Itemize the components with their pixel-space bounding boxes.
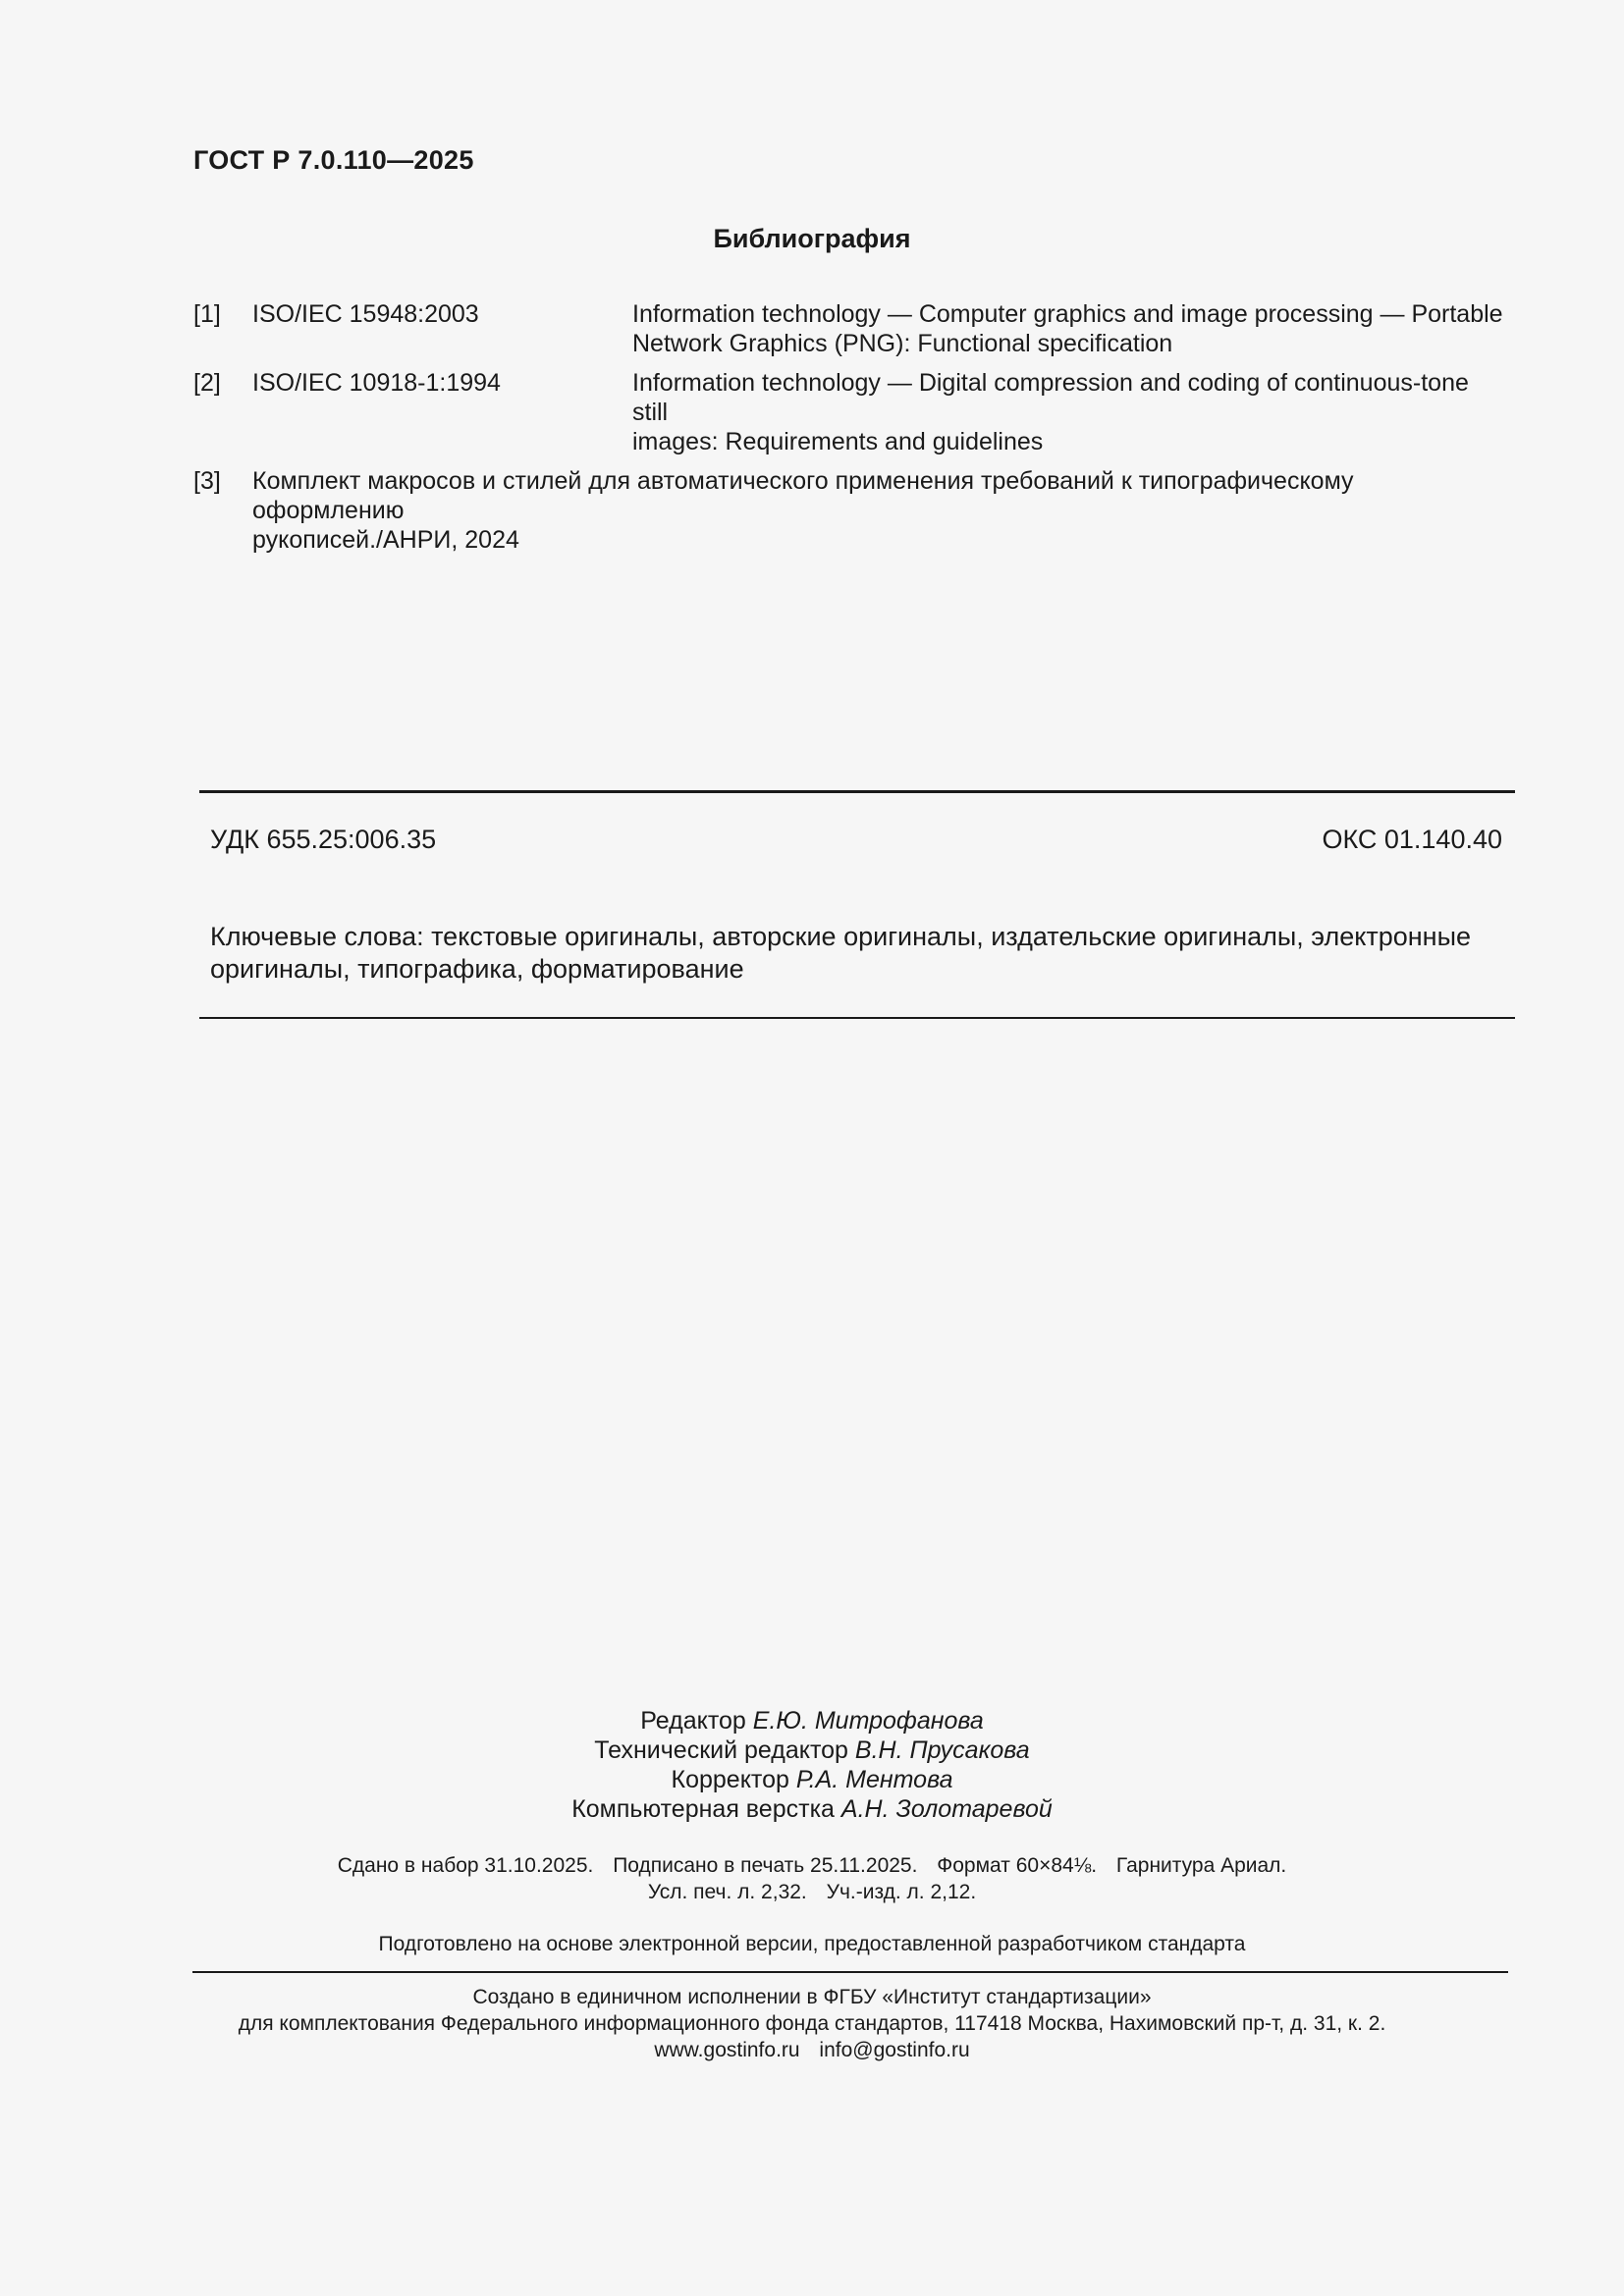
classification-bottom-rule <box>199 1017 1515 1019</box>
entry-number: [3] <box>193 467 221 495</box>
entry-description-line: images: Requirements and guidelines <box>632 428 1044 455</box>
credit-name: В.Н. Прусакова <box>854 1736 1030 1764</box>
credit-name: Е.Ю. Митрофанова <box>752 1707 984 1735</box>
bibliography-entry <box>193 299 1509 358</box>
entry-description-line: Information technology — Computer graphics and image processing — Portable <box>632 300 1503 328</box>
website-link[interactable]: www.gostinfo.ru <box>654 2039 800 2061</box>
signed-date: Подписано в печать 25.11.2025. <box>613 1854 918 1877</box>
credit-line <box>0 1794 1624 1824</box>
credit-role: Технический редактор <box>594 1736 848 1764</box>
bibliography-list <box>193 299 1509 564</box>
email-link[interactable]: info@gostinfo.ru <box>819 2039 970 2061</box>
typeface: Гарнитура Ариал. <box>1115 1854 1287 1877</box>
entry-number: [1] <box>193 300 221 328</box>
entry-description-line: Network Graphics (PNG): Functional specification <box>632 330 1173 357</box>
entry-description <box>632 368 1509 456</box>
document-code: ГОСТ Р 7.0.110—2025 <box>193 145 474 175</box>
entry-description <box>252 466 1509 555</box>
classification-top-rule <box>199 790 1515 793</box>
footer-rule <box>192 1971 1508 1973</box>
bibliography-title: Библиография <box>713 224 911 253</box>
credit-role: Компьютерная верстка <box>571 1795 835 1823</box>
entry-standard-code: ISO/IEC 10918-1:1994 <box>252 369 501 397</box>
entry-description-line: рукописей./АНРИ, 2024 <box>252 526 519 554</box>
keywords-line: Ключевые слова: текстовые оригиналы, авторские оригиналы, издательские оригиналы, электронные <box>210 922 1472 951</box>
footer-line: Создано в единичном исполнении в ФГБУ «Институт стандартизации» <box>472 1986 1152 2008</box>
publishing-sheets: Уч.-изд. л. 2,12. <box>826 1881 977 1903</box>
oks-code: ОКС 01.140.40 <box>1322 825 1502 854</box>
print-info-line <box>0 1852 1624 1879</box>
bibliography-entry <box>193 368 1509 456</box>
paper-format: Формат 60×84⅛. <box>937 1854 1098 1877</box>
submitted-date: Сдано в набор 31.10.2025. <box>337 1854 594 1877</box>
credit-role: Корректор <box>671 1766 789 1793</box>
footer-contacts <box>0 2037 1624 2063</box>
entry-description-line: Комплект макросов и стилей для автоматического применения требований к типографическому оформлению <box>252 467 1354 524</box>
credits <box>0 1706 1624 1824</box>
entry-standard-code: ISO/IEC 15948:2003 <box>252 300 479 328</box>
credit-role: Редактор <box>640 1707 746 1735</box>
print-info <box>0 1852 1624 1905</box>
footer-line: для комплектования Федерального информационного фонда стандартов, 117418 Москва, Нахимовский пр-т, д. 31, к. 2. <box>238 2012 1386 2035</box>
udk-code: УДК 655.25:006.35 <box>210 825 437 854</box>
keywords-line: оригиналы, типографика, форматирование <box>210 954 744 984</box>
entry-number: [2] <box>193 369 221 397</box>
credit-line <box>0 1735 1624 1765</box>
credit-line <box>0 1706 1624 1735</box>
conventional-sheets: Усл. печ. л. 2,32. <box>647 1881 807 1903</box>
entry-description-line: Information technology — Digital compression and coding of continuous-tone still <box>632 369 1469 426</box>
print-info-line <box>0 1879 1624 1905</box>
bibliography-entry <box>193 466 1509 555</box>
credit-name: Р.А. Ментова <box>795 1766 953 1793</box>
keywords <box>210 921 1506 986</box>
entry-description <box>632 299 1509 358</box>
credit-line <box>0 1765 1624 1794</box>
footer <box>0 1984 1624 2063</box>
credit-name: А.Н. Золотаревой <box>840 1795 1053 1823</box>
prepared-note: Подготовлено на основе электронной версии, предоставленной разработчиком стандарта <box>378 1933 1246 1955</box>
